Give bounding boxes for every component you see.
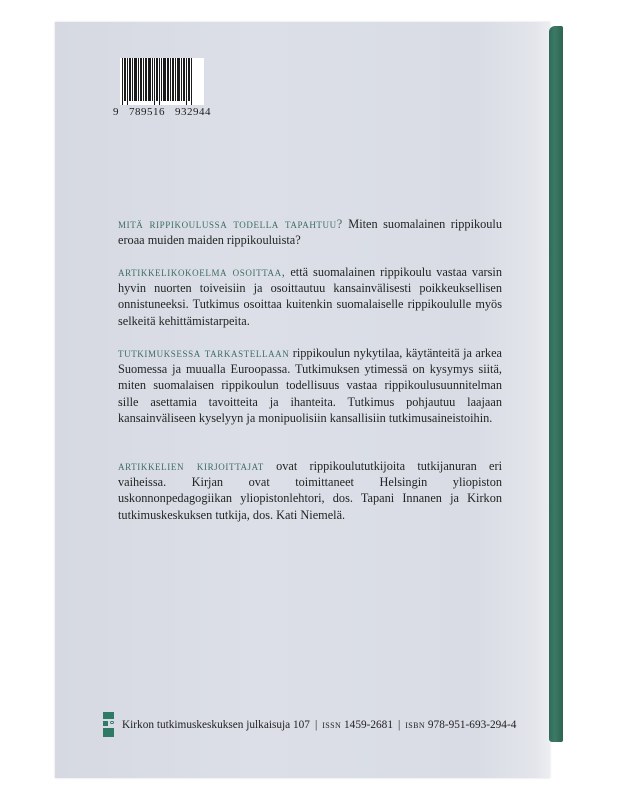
isbn-label: isbn (405, 718, 426, 731)
issn-value: 1459-2681 (344, 718, 393, 731)
paragraph-body: Miten suomalainen rippikoulu eroaa muiden maiden rippikouluista? (118, 217, 502, 248)
paragraph-body: että suomalainen rippikoulu vastaa varsin hyvin nuorten toiveisiin ja osoittautuu kansainvälisesti poikkeuksellisen onnistuneeksi. Tutkimus osoittaa kuitenkin suomalaiselle rippikoululle myös selkeitä kehittämistarpeita. (118, 265, 502, 328)
barcode-digit-group-1: 789516 (129, 106, 165, 118)
separator: | (397, 718, 401, 731)
series-label: Kirkon tutkimuskeskuksen julkaisuja 107 (122, 718, 310, 731)
paragraph-lead: artikkelien kirjoittajat (118, 459, 264, 473)
publication-footer (103, 712, 516, 737)
paragraph-lead: tutkimuksessa tarkastellaan (118, 346, 290, 360)
book-spine (549, 26, 563, 742)
barcode-digits (113, 106, 221, 118)
barcode-digit-group-2: 932944 (175, 106, 211, 118)
barcode-digit-prefix: 9 (113, 106, 119, 118)
barcode (120, 58, 204, 105)
paragraph-lead: artikkelikokoelma osoittaa, (118, 265, 286, 279)
isbn-value: 978-951-693-294-4 (427, 718, 517, 731)
issn-label: issn (322, 718, 342, 731)
paragraph-question (118, 216, 502, 248)
paragraph-lead: mitä rippikoulussa todella tapahtuu? (118, 217, 343, 231)
paragraph-collection (118, 264, 502, 329)
paragraph-research (118, 345, 502, 426)
separator: | (314, 718, 318, 731)
paragraph-body: ovat rippikoulututkijoita tutkijanuran eri vaiheissa. Kirjan ovat toimittaneet Helsingin yliopiston uskonnonpedagogiikan yliopistonlehtori, dos. Tapani Innanen ja Kirkon tutkimuskeskuksen tutkija, dos. Kati Niemelä. (118, 459, 502, 522)
paragraph-body: rippikoulun nykytilaa, käytänteitä ja arkea Suomessa ja muualla Euroopassa. Tutkimuksen ytimessä on kysymys siitä, miten suomalaisen rippikoulun todellisuus vastaa rippikoulusuunnitelman sille asettamia tavoitteita ja ihanteita. Tutkimus pohjautuu laajaan kansainväliseen kyselyyn ja monipuolisiin kansallisiin tutkimusaineistoihin. (118, 346, 502, 425)
publisher-logo-icon (103, 712, 114, 737)
paragraph-authors (118, 458, 502, 523)
